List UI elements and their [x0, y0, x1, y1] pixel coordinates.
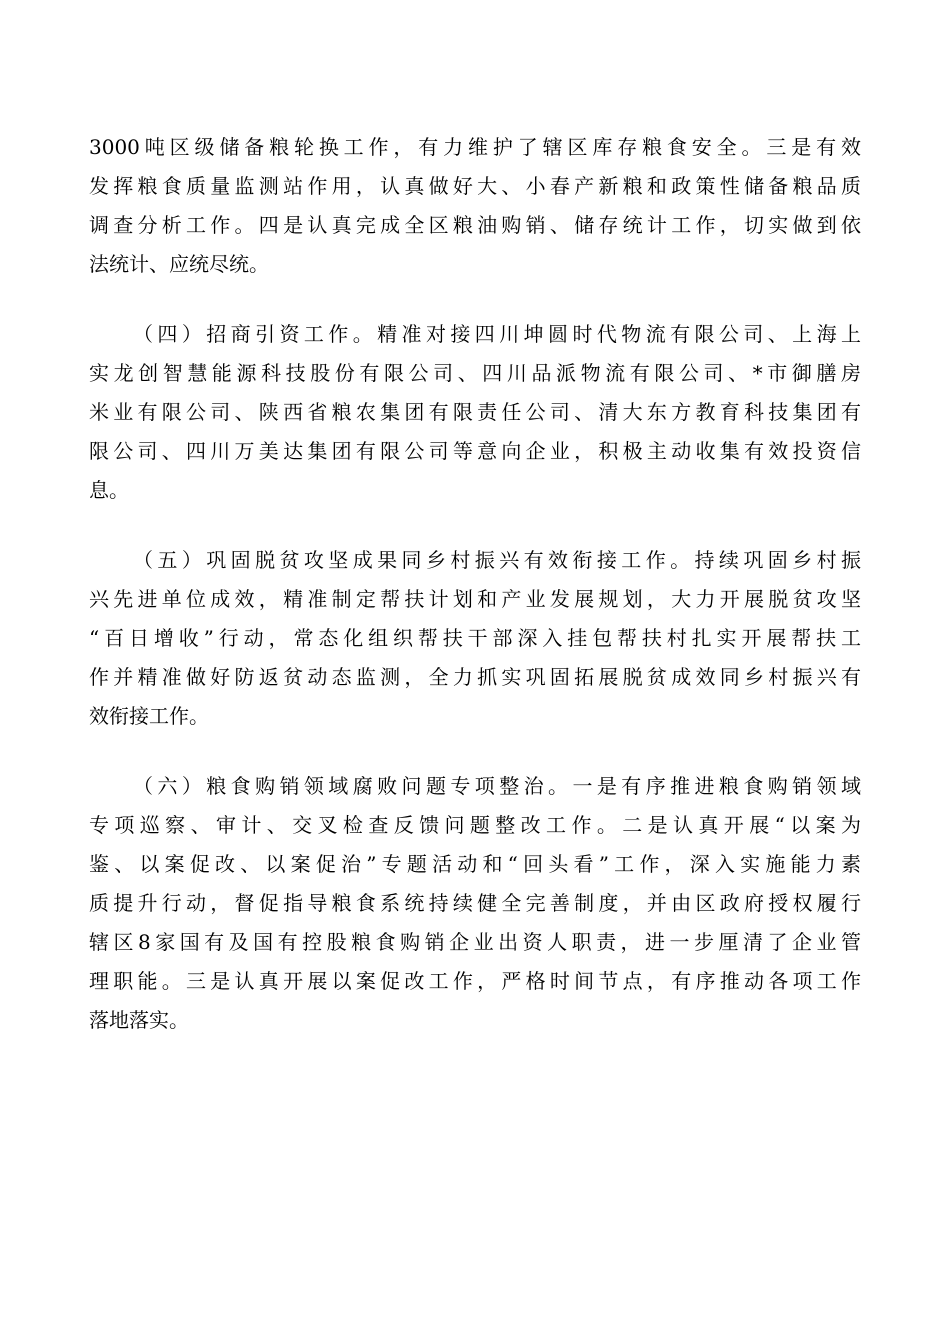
paragraph-anti-corruption [89, 767, 861, 1040]
text-line: 兴先进单位成效，精准制定帮扶计划和产业发展规划，大力开展脱贫攻坚 [89, 587, 861, 611]
text-line: 质提升行动，督促指导粮食系统持续健全完善制度，并由区政府授权履行 [89, 891, 861, 915]
paragraph-gap [89, 736, 861, 767]
text-line: 作并精准做好防返贫动态监测，全力抓实巩固拓展脱贫成效同乡村振兴有 [89, 665, 861, 689]
text-line: 专项巡察、审计、交叉检查反馈问题整改工作。二是认真开展“以案为 [89, 813, 861, 837]
paragraph-grain-reserve [89, 128, 861, 284]
text-line: （五）巩固脱贫攻坚成果同乡村振兴有效衔接工作。持续巩固乡村振 [133, 548, 861, 572]
paragraph-gap [89, 510, 861, 541]
text-line: 米业有限公司、陕西省粮农集团有限责任公司、清大东方教育科技集团有 [89, 400, 861, 424]
paragraph-gap [89, 284, 861, 315]
text-line: 辖区8家国有及国有控股粮食购销企业出资人职责，进一步厘清了企业管 [89, 930, 861, 954]
text-line: 实龙创智慧能源科技股份有限公司、四川品派物流有限公司、*市御膳房 [89, 361, 861, 385]
text-line: 法统计、应统尽统。 [89, 252, 269, 276]
text-line: （六）粮食购销领域腐败问题专项整治。一是有序推进粮食购销领域 [133, 774, 861, 798]
text-line: 息。 [89, 478, 129, 502]
text-line: 鉴、以案促改、以案促治”专题活动和“回头看”工作，深入实施能力素 [89, 852, 861, 876]
text-line: 落地落实。 [89, 1008, 189, 1032]
text-line: 3000吨区级储备粮轮换工作，有力维护了辖区库存粮食安全。三是有效 [89, 135, 861, 159]
paragraph-rural-revitalization [89, 541, 861, 736]
text-line: 理职能。三是认真开展以案促改工作，严格时间节点，有序推动各项工作 [89, 969, 861, 993]
text-line: “百日增收”行动，常态化组织帮扶干部深入挂包帮扶村扎实开展帮扶工 [89, 626, 861, 650]
paragraph-investment [89, 315, 861, 510]
text-line: 效衔接工作。 [89, 704, 209, 728]
document-body [89, 128, 861, 1040]
text-line: 调查分析工作。四是认真完成全区粮油购销、储存统计工作，切实做到依 [89, 213, 861, 237]
text-line: （四）招商引资工作。精准对接四川坤圆时代物流有限公司、上海上 [133, 322, 861, 346]
text-line: 发挥粮食质量监测站作用，认真做好大、小春产新粮和政策性储备粮品质 [89, 174, 861, 198]
text-line: 限公司、四川万美达集团有限公司等意向企业，积极主动收集有效投资信 [89, 439, 861, 463]
